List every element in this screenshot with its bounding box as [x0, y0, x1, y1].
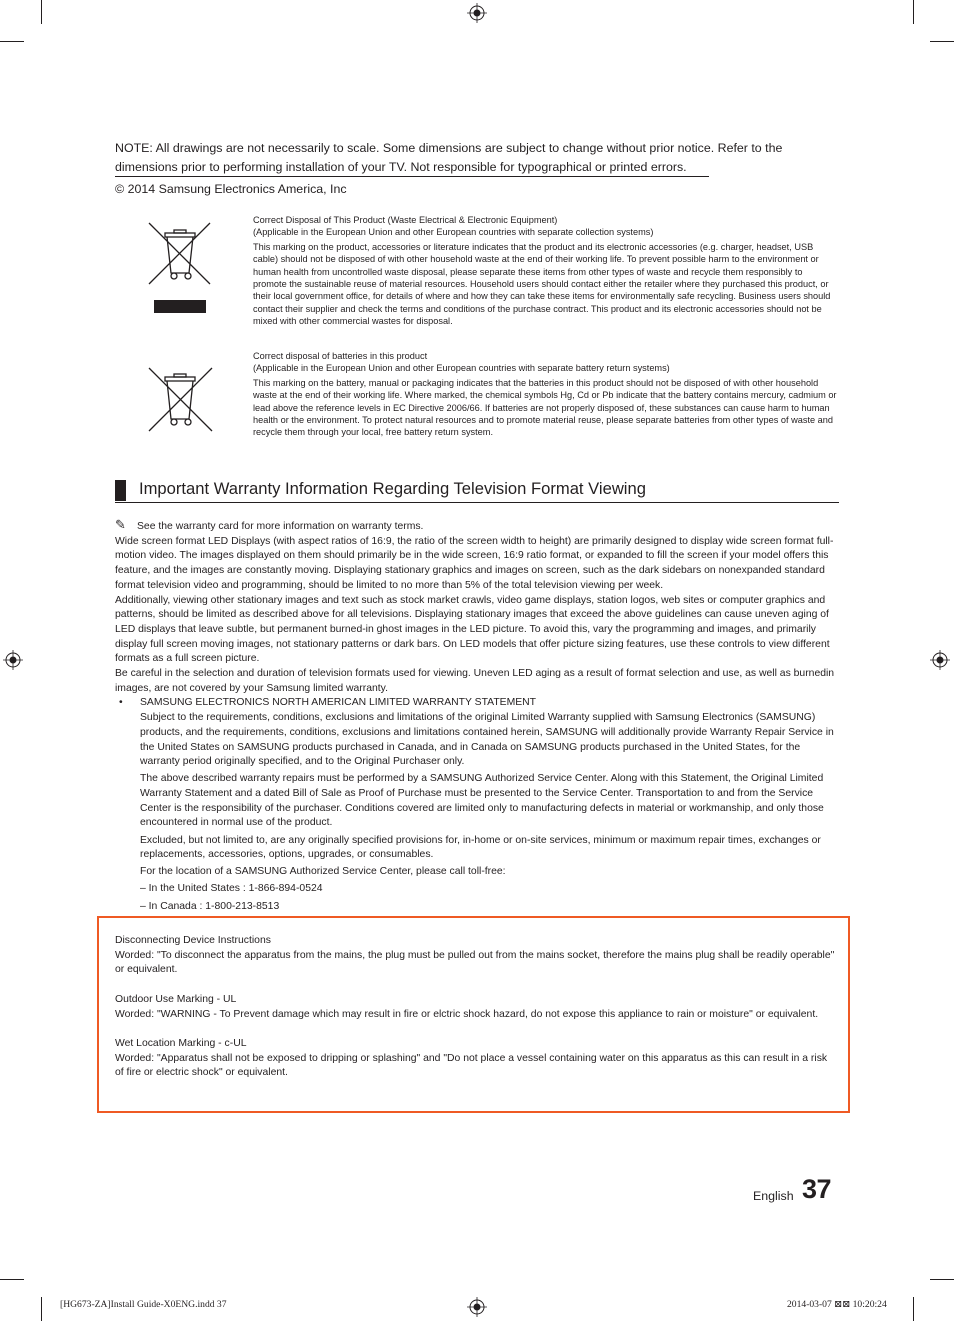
pencil-note-icon: ✎	[115, 517, 126, 532]
phone-canada: – In Canada : 1-800-213-8513	[140, 900, 280, 912]
statement-paragraph: Excluded, but not limited to, are any originally specified provisions for, in-home or on-site services, minimum or maximum repair times, exchanges or replacements, accessories, options, upgrades, or consumables.	[140, 834, 821, 861]
weee-title: Correct Disposal of This Product (Waste Electrical & Electronic Equipment)	[253, 215, 558, 225]
registration-mark-icon	[3, 650, 23, 670]
registration-mark-icon	[467, 1297, 487, 1317]
copyright-line: © 2014 Samsung Electronics America, Inc	[115, 182, 347, 196]
warranty-statement	[115, 711, 839, 914]
battery-subtitle: (Applicable in the European Union and other European countries with separate battery return systems)	[253, 363, 670, 374]
footer-file-name: [HG673-ZA]Install Guide-X0ENG.indd 37	[60, 1299, 227, 1310]
weee-body: This marking on the product, accessories or literature indicates that the product and its electronic accessories (e.g. charger, headset, USB cable) should not be disposed of with other household waste at the end of their working life. To prevent possible harm to the environment or human health from uncontrolled waste disposal, please separate these items from other types of waste and recycle them responsibly to promote the sustainable reuse of material resources. Household users should contact either the retailer where they purchased this product, or their local government office, for details of where and how they can take these items for environmentally safe recycling. Business users should contact their supplier and check the terms and conditions of the purchase contract. This product and its electronic accessories should not be mixed with other commercial wastes for disposal.	[253, 241, 831, 327]
battery-disposal-text	[253, 350, 838, 439]
box-text: Worded: "WARNING - To Prevent damage which may result in fire or elctric shock hazard, do not expose this appliance to rain or moisture" or equivalent.	[115, 1008, 819, 1020]
warranty-paragraph: Additionally, viewing other stationary images and text such as stock market crawls, video game displays, station logos, web sites or computer graphics and patterns, should be limited as described above for all televisions. Displaying stationary images that exceed the above guidelines can cause uneven aging of LED displays that leave subtle, but permanent burned-in ghost images in the LED picture. To avoid this, vary the programming and images, and primarily display full screen moving images, not stationary patterns or dark bars. On LED models that offer picture sizing features, use these controls to view different formats as a full screen picture.	[115, 594, 830, 665]
page-number: 37	[802, 1174, 832, 1204]
warranty-paragraph: Wide screen format LED Displays (with aspect ratios of 16:9, the ratio of the screen width to height) are primarily designed to display wide screen format full-motion video. The images displayed on them should primarily be in the wide screen, 16:9 ratio format, or expanded to fill the screen if your model offers this feature, and the images are constantly moving. Displaying stationary graphics and images on screen, such as the dark sidebars on nonexpanded standard format television video and programming, should be limited to no more than 5% of the total television viewing per week.	[115, 535, 834, 591]
registration-mark-icon	[467, 3, 487, 23]
crop-mark	[0, 41, 24, 42]
box-text: Worded: "Apparatus shall not be exposed to dripping or splashing" and "Do not place a vessel containing water on this apparatus as this can result in a risk of fire or electric shock" or equivalent.	[115, 1052, 828, 1079]
highlight-box-text	[115, 934, 835, 1081]
statement-paragraph: For the location of a SAMSUNG Authorized Service Center, please call toll-free:	[140, 866, 506, 878]
crop-mark	[41, 0, 42, 24]
statement-paragraph: Subject to the requirements, conditions, exclusions and limitations of the original Limited Warranty supplied with Samsung Electronics (SAMSUNG) products, and the requirements, conditions, exclusions and limitations contained herein, SAMSUNG will additionally provide Warranty Repair Service in the United States on SAMSUNG products purchased in Canada, and in Canada on SAMSUNG products purchased in the United States, for the warranty period originally specified, and to the Original Purchaser only.	[140, 712, 834, 768]
weee-disposal-text	[253, 214, 838, 328]
section-rule	[115, 502, 839, 503]
section-title: Important Warranty Information Regarding Television Format Viewing	[139, 479, 646, 498]
warranty-card-note: ✎ See the warranty card for more information on warranty terms.	[115, 517, 424, 532]
statement-paragraph: The above described warranty repairs must be performed by a SAMSUNG Authorized Service Center. Along with this Statement, the Original Limited Warranty Statement and a dated Bill of Sale as Proof of Purchase must be presented to the Service Center. Transportation to and from the Service Center is the responsibility of the purchaser. Conditions covered are limited only to manufacturing defects in material or workmanship, and only those encountered in normal use of the product.	[140, 773, 824, 829]
phone-us: – In the United States : 1-866-894-0524	[140, 883, 323, 895]
box-heading: Disconnecting Device Instructions	[115, 935, 271, 946]
warranty-body	[115, 519, 839, 914]
bullet-dot: •	[119, 697, 123, 709]
registration-mark-icon	[930, 650, 950, 670]
crop-mark	[913, 0, 914, 24]
section-marker	[115, 480, 126, 501]
crop-mark	[930, 41, 954, 42]
bullet-heading: SAMSUNG ELECTRONICS NORTH AMERICAN LIMITED WARRANTY STATEMENT	[140, 697, 537, 709]
battery-body: This marking on the battery, manual or packaging indicates that the batteries in this product should not be disposed of with other household waste at the end of their working life. Where marked, the chemical symbols Hg, Cd or Pb indicate that the battery contains mercury, cadmium or lead above the reference levels in EC Directive 2006/66. If batteries are not properly disposed of, these substances can cause harm to human health or the environment. To protect natural resources and to promote material reuse, please separate batteries from other types of waste and recycle them through your local, free battery return system.	[253, 377, 837, 438]
crossed-bin-icon	[148, 367, 214, 433]
box-heading: Wet Location Marking - c-UL	[115, 1037, 247, 1049]
bullet-item	[115, 696, 839, 711]
crop-mark	[41, 1297, 42, 1321]
crop-mark	[913, 1297, 914, 1321]
crop-mark	[930, 1279, 954, 1280]
note-underline	[115, 176, 709, 177]
dimension-note: NOTE: All drawings are not necessarily to scale. Some dimensions are subject to change without prior notice. Refer to the dimensions prior to performing installation of your TV. Not responsible for typographical or printed errors.	[115, 141, 783, 174]
footer-timestamp: 2014-03-07 ⊠⊠ 10:20:24	[787, 1299, 887, 1310]
crop-mark	[0, 1279, 24, 1280]
battery-title: Correct disposal of batteries in this product	[253, 351, 428, 361]
language-label: English	[753, 1189, 794, 1203]
weee-subtitle: (Applicable in the European Union and other European countries with separate collection systems)	[253, 227, 654, 238]
crossed-bin-icon	[148, 222, 214, 316]
warranty-paragraph: Be careful in the selection and duration of television formats used for viewing. Uneven LED aging as a result of format selection and use, as well as burnedin images, are not covered by your Samsung limited warranty.	[115, 668, 835, 694]
box-text: Worded: "To disconnect the apparatus from the mains, the plug must be pulled out from the mains socket, therefore the mains plug shall be readily operable" or equivalent.	[115, 949, 835, 976]
box-heading: Outdoor Use Marking - UL	[115, 993, 237, 1005]
